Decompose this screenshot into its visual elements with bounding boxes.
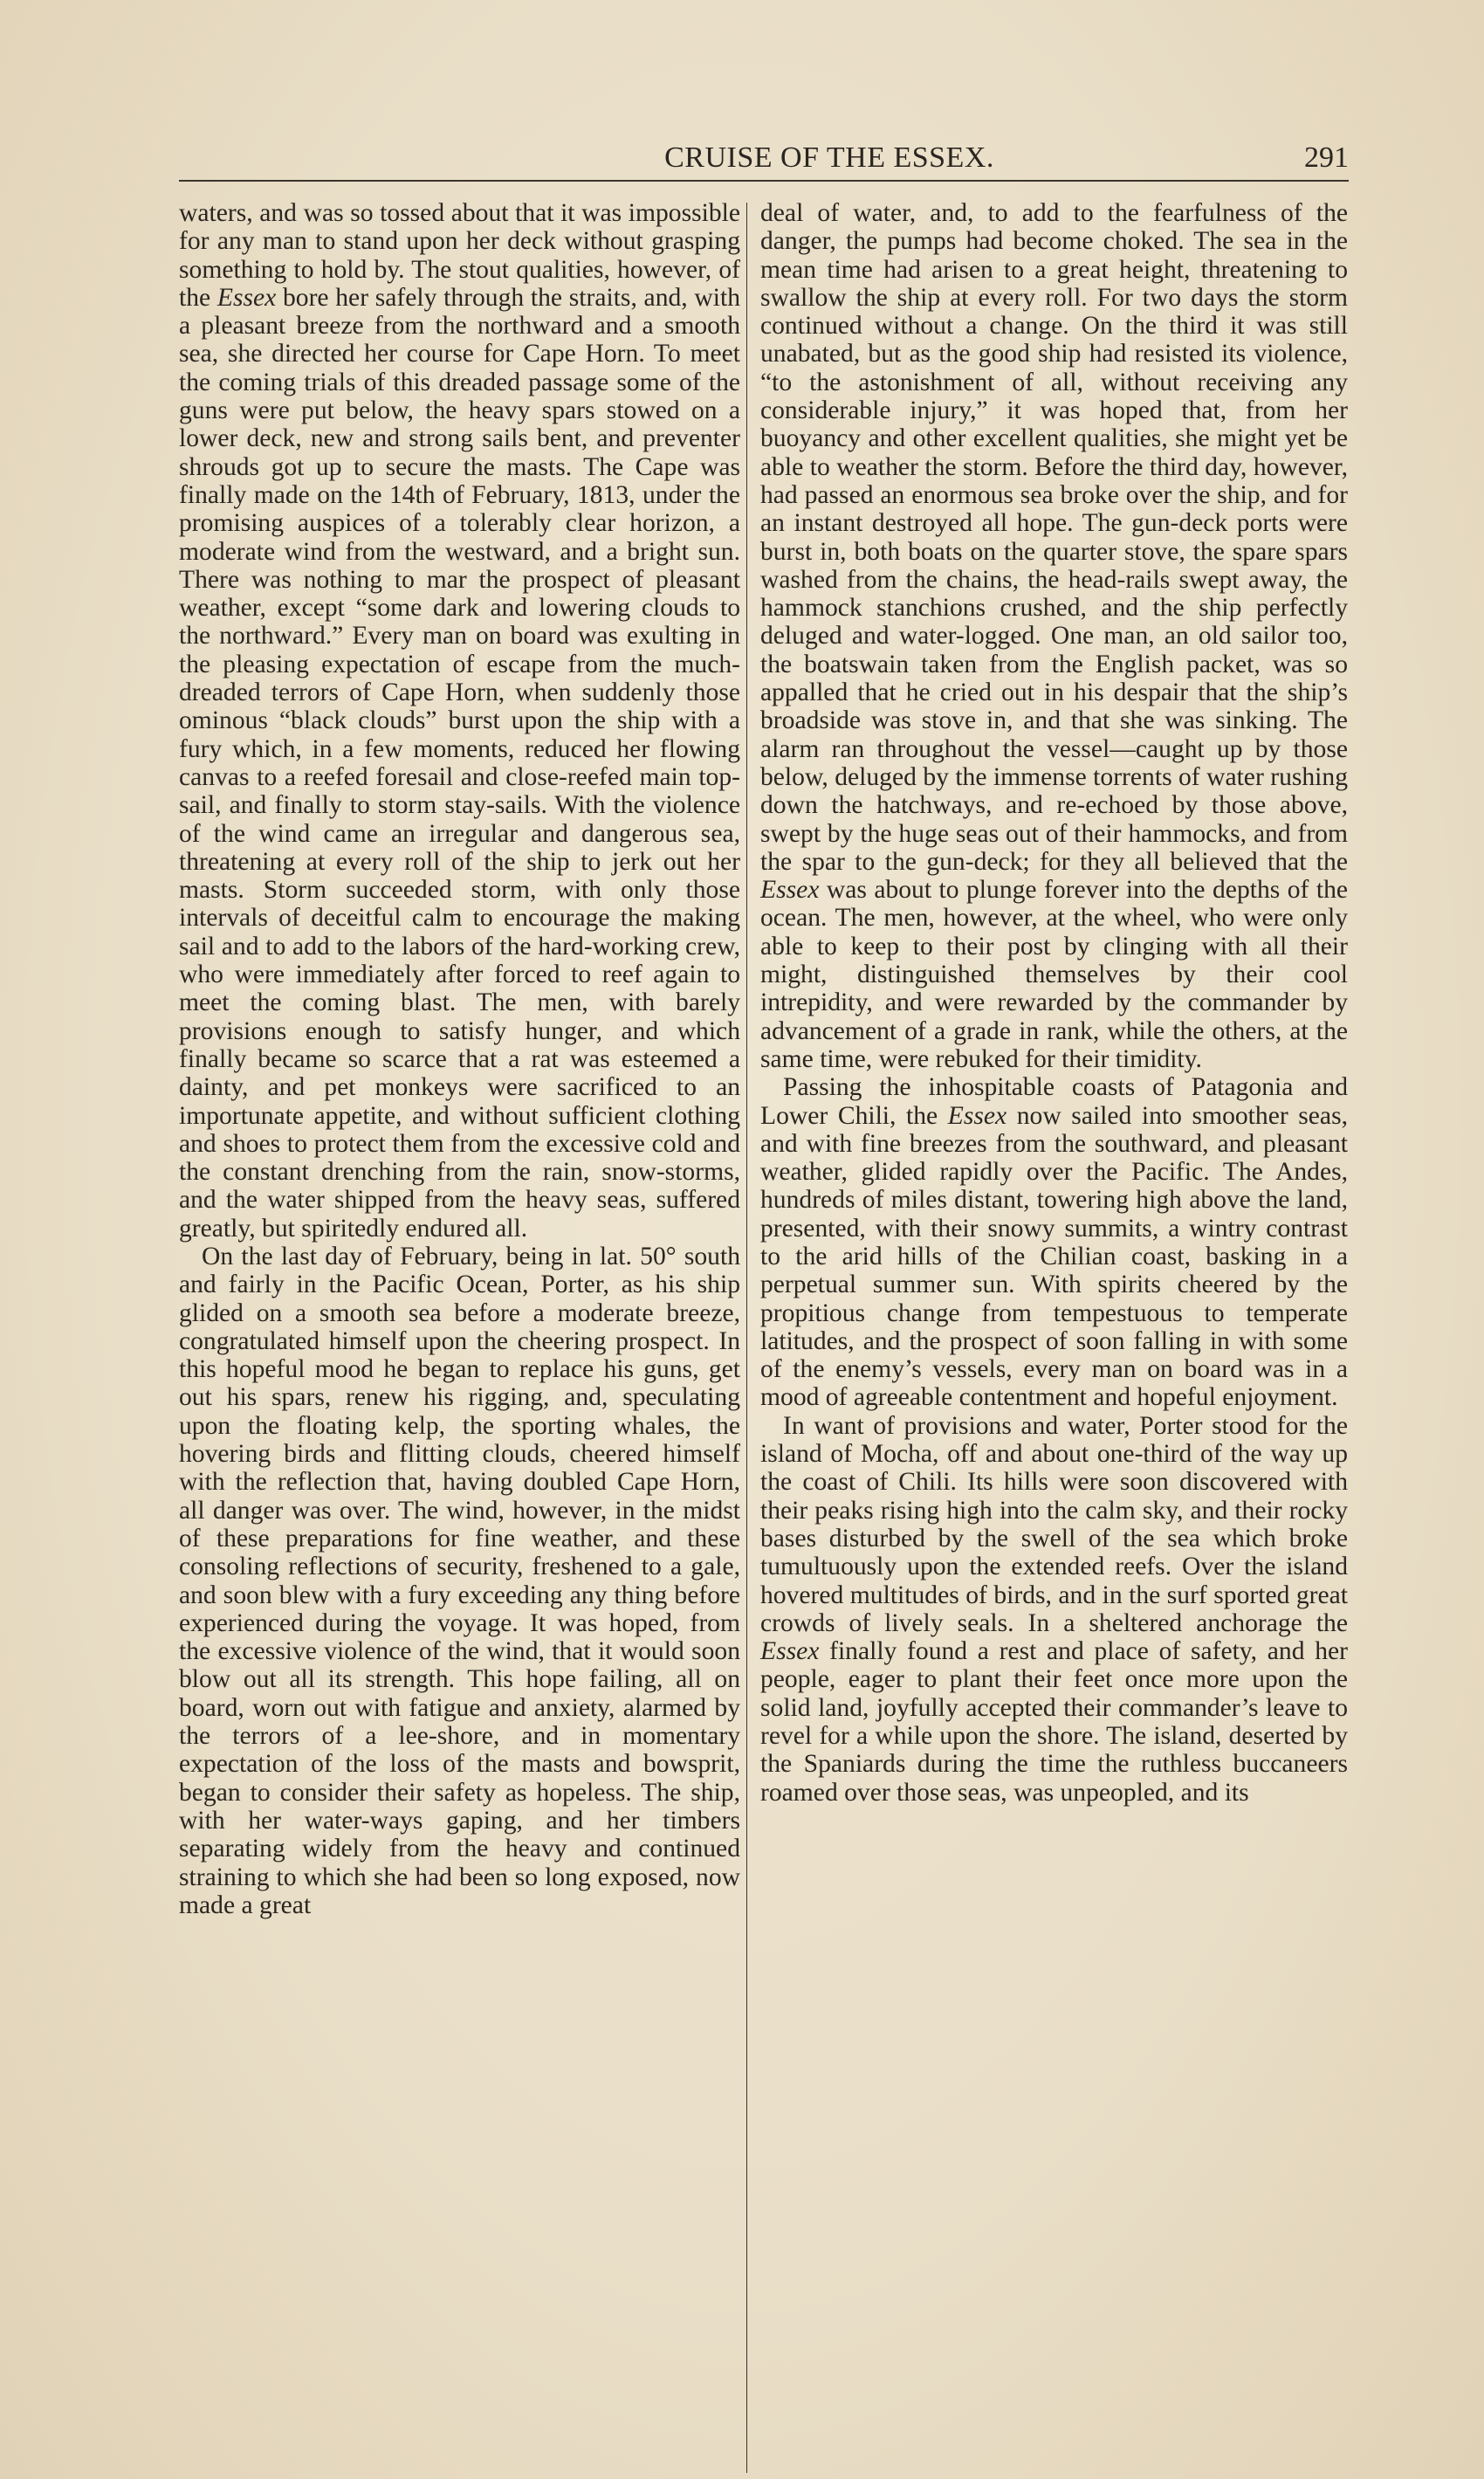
page-number: 291 (1304, 141, 1349, 174)
page-header (179, 141, 1349, 185)
paragraph: In want of provisions and water, Porter stood for the island of Mocha, off and about one-third of the way up the coast of Chili. Its hills were soon discovered with their peaks rising high into the calm sky, and their rocky bases disturbed by the swell of the sea which broke tumultuously upon the extended reefs. Over the island hovered multitudes of birds, and in the surf sported great crowds of lively seals. In a sheltered anchorage the Essex finally found a rest and place of safety, and her people, eager to plant their feet once more upon the solid land, joyfully accepted their commander’s leave to revel for a while upon the shore. The island, deserted by the Spaniards during the time the ruthless buccaneers roamed over those seas, was unpeopled, and its (760, 1411, 1348, 1807)
right-column (760, 199, 1348, 1807)
header-rule (179, 180, 1349, 182)
ship-name: Essex (216, 283, 277, 312)
paragraph: Passing the inhospitable coasts of Patagonia and Lower Chili, the Essex now sailed into smoother seas, and with fine breezes from the southward, and pleasant weather, glided rapidly over the Pacific. The Andes, hundreds of miles distant, towering high above the land, presented, with their snowy summits, a wintry contrast to the arid hills of the Chilian coast, basking in a perpetual summer sun. With spirits cheered by the propitious change from tempestuous to temperate latitudes, and the prospect of soon falling in with some of the enemy’s vessels, every man on board was in a mood of agreeable contentment and hopeful enjoyment. (760, 1073, 1348, 1412)
left-column (179, 199, 740, 1919)
ship-name: Essex (760, 876, 820, 905)
running-head: CRUISE OF THE ESSEX. (664, 141, 994, 174)
paragraph: On the last day of February, being in lat. 50° south and fairly in the Pacific Ocean, Porter, as his ship glided on a smooth sea before a moderate breeze, congratulated himself upon the cheering prospect. In this hopeful mood he began to replace his guns, get out his spars, renew his rigging, and, speculating upon the floating kelp, the sporting whales, the hovering birds and flitting clouds, cheered himself with the reflection that, having doubled Cape Horn, all danger was over. The wind, however, in the midst of these preparations for fine weather, and these consoling reflections of security, freshened to a gale, and soon blew with a fury exceeding any thing before experienced during the voyage. It was hoped, from the excessive violence of the wind, that it would soon blow out all its strength. This hope failing, all on board, worn out with fatigue and anxiety, alarmed by the terrors of a lee-shore, and in momentary expectation of the loss of the masts and bowsprit, began to consider their safety as hopeless. The ship, with her water-ways gaping, and her timbers separating widely from the heavy and continued straining to which she had been so long exposed, now made a great (179, 1242, 740, 1919)
ship-name: Essex (760, 1637, 820, 1666)
paragraph: waters, and was so tossed about that it was impossible for any man to stand upon her deck without grasping something to hold by. The stout qualities, however, of the Essex bore her safely through the straits, and, with a pleasant breeze from the northward and a smooth sea, she directed her course for Cape Horn. To meet the coming trials of this dreaded passage some of the guns were put below, the heavy spars stowed on a lower deck, new and strong sails bent, and preventer shrouds got up to secure the masts. The Cape was finally made on the 14th of February, 1813, under the promising auspices of a tolerably clear horizon, a moderate wind from the westward, and a bright sun. There was nothing to mar the prospect of pleasant weather, except “some dark and lowering clouds to the northward.” Every man on board was exulting in the pleasing expectation of escape from the much-dreaded terrors of Cape Horn, when suddenly those ominous “black clouds” burst upon the ship with a fury which, in a few moments, reduced her flowing canvas to a reefed foresail and close-reefed main top-sail, and finally to storm stay-sails. With the violence of the wind came an irregular and dangerous sea, threatening at every roll of the ship to jerk out her masts. Storm succeeded storm, with only those intervals of deceitful calm to encourage the making sail and to add to the labors of the hard-working crew, who were immediately after forced to reef again to meet the coming blast. The men, with barely provisions enough to satisfy hunger, and which finally became so scarce that a rat was esteemed a dainty, and pet monkeys were sacrificed to an importunate appetite, and without sufficient clothing and shoes to protect them from the excessive cold and the constant drenching from the rain, snow-storms, and the water shipped from the heavy seas, suffered greatly, but spiritedly endured all. (179, 199, 741, 1243)
ship-name: Essex (947, 1101, 1007, 1130)
column-divider (746, 203, 747, 2473)
paragraph: deal of water, and, to add to the fearfulness of the danger, the pumps had become choked. The sea in the mean time had arisen to a great height, threatening to swallow the ship at every roll. For two days the storm continued without a change. On the third it was still unabated, but as the good ship had resisted its violence, “to the astonishment of all, without receiving any considerable injury,” it was hoped that, from her buoyancy and other excellent qualities, she might yet be able to weather the storm. Before the third day, however, had passed an enormous sea broke over the ship, and for an instant destroyed all hope. The gun-deck ports were burst in, both boats on the quarter stove, the spare spars washed from the chains, the head-rails swept away, the hammock stanchions crushed, and the ship perfectly deluged and water-logged. One man, an old sailor too, the boatswain taken from the English packet, was so appalled that he cried out in his despair that the ship’s broadside was stove in, and that she was sinking. The alarm ran throughout the vessel—caught up by those below, deluged by the immense torrents of water rushing down the hatchways, and re-echoed by those above, swept by the huge seas out of their hammocks, and from the spar to the gun-deck; for they all believed that the Essex was about to plunge forever into the depths of the ocean. The men, however, at the wheel, who were only able to keep to their post by clinging with all their might, distinguished themselves by their cool intrepidity, and were rewarded by the commander by advancement of a grade in rank, while the others, at the same time, were rebuked for their timidity. (760, 199, 1348, 1073)
